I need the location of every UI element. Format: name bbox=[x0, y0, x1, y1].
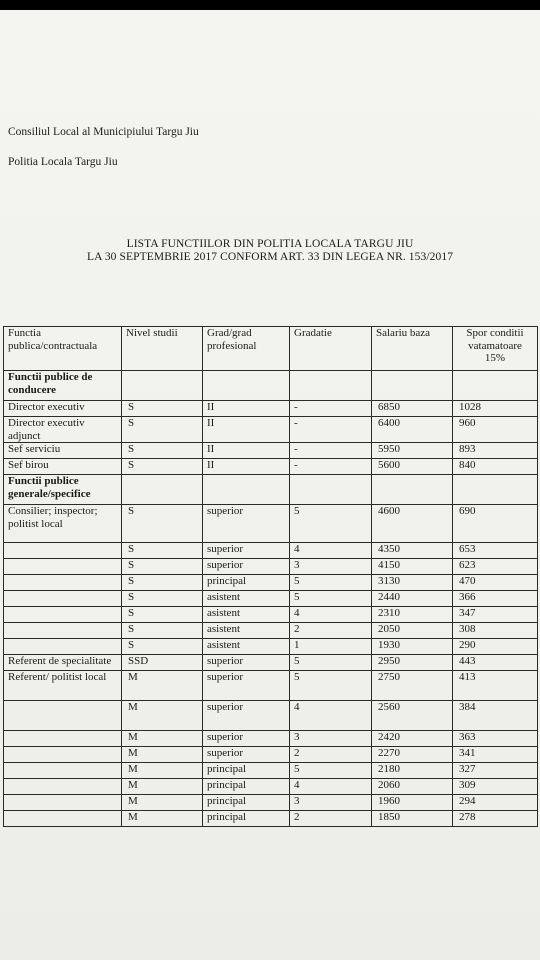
table-row bbox=[4, 701, 538, 731]
table-cell bbox=[203, 475, 290, 505]
table-cell bbox=[122, 371, 203, 401]
table-cell bbox=[4, 795, 122, 811]
table-cell: Functii publice generale/specifice bbox=[4, 475, 122, 505]
table-cell: II bbox=[203, 443, 290, 459]
column-header: Spor conditii vatamatoare 15% bbox=[453, 327, 538, 371]
table-cell: asistent bbox=[203, 639, 290, 655]
table-cell: 413 bbox=[453, 671, 538, 701]
table-row bbox=[4, 731, 538, 747]
table-cell: Consilier; inspector; politist local bbox=[4, 505, 122, 543]
table-cell: Referent de specialitate bbox=[4, 655, 122, 671]
table-cell: 4150 bbox=[372, 559, 453, 575]
table-cell: superior bbox=[203, 543, 290, 559]
table-cell: Sef serviciu bbox=[4, 443, 122, 459]
table-cell: 1960 bbox=[372, 795, 453, 811]
table-cell: 2 bbox=[290, 747, 372, 763]
table-cell: 960 bbox=[453, 417, 538, 443]
table-cell: 5 bbox=[290, 575, 372, 591]
table-cell bbox=[4, 811, 122, 827]
table-cell: - bbox=[290, 459, 372, 475]
table-row bbox=[4, 747, 538, 763]
table-cell: 6400 bbox=[372, 417, 453, 443]
table-cell: 366 bbox=[453, 591, 538, 607]
table-cell: 384 bbox=[453, 701, 538, 731]
table-cell: 2 bbox=[290, 811, 372, 827]
table-cell: superior bbox=[203, 505, 290, 543]
table-cell: S bbox=[122, 505, 203, 543]
table-cell bbox=[4, 591, 122, 607]
table-cell: 1 bbox=[290, 639, 372, 655]
table-cell: 5950 bbox=[372, 443, 453, 459]
table-cell: S bbox=[122, 639, 203, 655]
table-header-row bbox=[4, 327, 538, 371]
table-cell: 623 bbox=[453, 559, 538, 575]
table-cell: Director executiv adjunct bbox=[4, 417, 122, 443]
table-cell: 5600 bbox=[372, 459, 453, 475]
table-row bbox=[4, 575, 538, 591]
table-cell: M bbox=[122, 671, 203, 701]
table-cell: M bbox=[122, 763, 203, 779]
table-cell: 5 bbox=[290, 671, 372, 701]
table-cell bbox=[4, 559, 122, 575]
table-cell bbox=[4, 639, 122, 655]
department-name: Politia Locala Targu Jiu bbox=[8, 156, 118, 168]
table-row bbox=[4, 543, 538, 559]
table-cell: 278 bbox=[453, 811, 538, 827]
table-cell: Director executiv bbox=[4, 401, 122, 417]
table-cell: 840 bbox=[453, 459, 538, 475]
table-cell: 4 bbox=[290, 607, 372, 623]
table-cell: asistent bbox=[203, 607, 290, 623]
table-cell: M bbox=[122, 795, 203, 811]
table-cell: 2310 bbox=[372, 607, 453, 623]
table-cell: Referent/ politist local bbox=[4, 671, 122, 701]
table-cell: S bbox=[122, 401, 203, 417]
table-row bbox=[4, 401, 538, 417]
table-cell bbox=[290, 371, 372, 401]
table-cell bbox=[453, 475, 538, 505]
table-cell: 327 bbox=[453, 763, 538, 779]
table-row bbox=[4, 443, 538, 459]
column-header: Salariu baza bbox=[372, 327, 453, 371]
table-cell: 1930 bbox=[372, 639, 453, 655]
table-cell: - bbox=[290, 443, 372, 459]
table-cell: 2950 bbox=[372, 655, 453, 671]
table-cell bbox=[4, 575, 122, 591]
section-header-row bbox=[4, 475, 538, 505]
table-cell: 470 bbox=[453, 575, 538, 591]
table-row bbox=[4, 505, 538, 543]
table-cell: 690 bbox=[453, 505, 538, 543]
table-cell: 347 bbox=[453, 607, 538, 623]
table-cell: - bbox=[290, 417, 372, 443]
table-cell: M bbox=[122, 731, 203, 747]
table-row bbox=[4, 655, 538, 671]
table-cell: asistent bbox=[203, 623, 290, 639]
table-cell: superior bbox=[203, 731, 290, 747]
table-cell: principal bbox=[203, 795, 290, 811]
table-cell: - bbox=[290, 401, 372, 417]
table-cell: superior bbox=[203, 747, 290, 763]
salary-table bbox=[3, 326, 538, 827]
table-cell bbox=[4, 543, 122, 559]
table-cell: M bbox=[122, 811, 203, 827]
table-cell: principal bbox=[203, 575, 290, 591]
table-cell: S bbox=[122, 417, 203, 443]
table-cell: 2440 bbox=[372, 591, 453, 607]
table-cell: S bbox=[122, 607, 203, 623]
table-cell: 308 bbox=[453, 623, 538, 639]
document-title: LISTA FUNCTIILOR DIN POLITIA LOCALA TARGU JIU bbox=[126, 238, 414, 250]
institution-name: Consiliul Local al Municipiului Targu Jiu bbox=[8, 126, 199, 138]
table-cell: principal bbox=[203, 811, 290, 827]
table-cell: 2050 bbox=[372, 623, 453, 639]
table-cell: Sef birou bbox=[4, 459, 122, 475]
table-row bbox=[4, 779, 538, 795]
table-row bbox=[4, 795, 538, 811]
table-cell bbox=[4, 623, 122, 639]
table-cell bbox=[203, 371, 290, 401]
table-cell: 3130 bbox=[372, 575, 453, 591]
table-cell: 4 bbox=[290, 543, 372, 559]
table-cell bbox=[290, 475, 372, 505]
table-cell: asistent bbox=[203, 591, 290, 607]
table-row bbox=[4, 459, 538, 475]
table-row bbox=[4, 623, 538, 639]
table-cell bbox=[453, 371, 538, 401]
table-row bbox=[4, 591, 538, 607]
column-header: Functia publica/contractuala bbox=[4, 327, 122, 371]
table-cell: S bbox=[122, 459, 203, 475]
table-cell: principal bbox=[203, 779, 290, 795]
table-cell bbox=[4, 779, 122, 795]
table-cell: 5 bbox=[290, 655, 372, 671]
table-cell: II bbox=[203, 417, 290, 443]
table-row bbox=[4, 417, 538, 443]
table-cell: II bbox=[203, 401, 290, 417]
table-cell: 5 bbox=[290, 763, 372, 779]
table-cell: S bbox=[122, 443, 203, 459]
table-cell: S bbox=[122, 575, 203, 591]
table-cell bbox=[4, 607, 122, 623]
table-cell: 5 bbox=[290, 505, 372, 543]
table-cell: 6850 bbox=[372, 401, 453, 417]
table-cell: 4350 bbox=[372, 543, 453, 559]
document-page bbox=[0, 10, 540, 960]
table-cell: 3 bbox=[290, 731, 372, 747]
column-header: Gradatie bbox=[290, 327, 372, 371]
table-cell: principal bbox=[203, 763, 290, 779]
table-row bbox=[4, 607, 538, 623]
table-cell: 443 bbox=[453, 655, 538, 671]
table-cell: 2 bbox=[290, 623, 372, 639]
table-cell: M bbox=[122, 701, 203, 731]
table-cell bbox=[4, 731, 122, 747]
table-cell: 2750 bbox=[372, 671, 453, 701]
table-cell: 3 bbox=[290, 795, 372, 811]
table-cell bbox=[122, 475, 203, 505]
table-cell bbox=[372, 371, 453, 401]
table-cell: S bbox=[122, 623, 203, 639]
table-cell: 341 bbox=[453, 747, 538, 763]
table-cell: 294 bbox=[453, 795, 538, 811]
table-cell: 2420 bbox=[372, 731, 453, 747]
table-cell: 893 bbox=[453, 443, 538, 459]
table-cell: M bbox=[122, 779, 203, 795]
table-cell: superior bbox=[203, 671, 290, 701]
table-cell: S bbox=[122, 543, 203, 559]
table-cell bbox=[372, 475, 453, 505]
table-cell: 2560 bbox=[372, 701, 453, 731]
table-row bbox=[4, 559, 538, 575]
document-subtitle: LA 30 SEPTEMBRIE 2017 CONFORM ART. 33 DIN LEGEA NR. 153/2017 bbox=[86, 251, 454, 263]
table-cell: 4 bbox=[290, 701, 372, 731]
table-cell: 309 bbox=[453, 779, 538, 795]
table-cell: 290 bbox=[453, 639, 538, 655]
table-row bbox=[4, 763, 538, 779]
table-cell: 363 bbox=[453, 731, 538, 747]
table-cell bbox=[4, 747, 122, 763]
column-header: Grad/grad profesional bbox=[203, 327, 290, 371]
table-row bbox=[4, 811, 538, 827]
table-cell: 5 bbox=[290, 591, 372, 607]
table-cell: 1028 bbox=[453, 401, 538, 417]
table-cell bbox=[4, 701, 122, 731]
table-cell: M bbox=[122, 747, 203, 763]
table-row bbox=[4, 671, 538, 701]
table-cell: superior bbox=[203, 655, 290, 671]
table-cell: 4 bbox=[290, 779, 372, 795]
table-cell: S bbox=[122, 591, 203, 607]
table-cell: 2180 bbox=[372, 763, 453, 779]
table-cell: superior bbox=[203, 701, 290, 731]
table-cell: II bbox=[203, 459, 290, 475]
table-cell: 4600 bbox=[372, 505, 453, 543]
table-cell: 2060 bbox=[372, 779, 453, 795]
column-header: Nivel studii bbox=[122, 327, 203, 371]
table-cell: 1850 bbox=[372, 811, 453, 827]
table-cell: Functii publice de conducere bbox=[4, 371, 122, 401]
table-row bbox=[4, 639, 538, 655]
table-cell: superior bbox=[203, 559, 290, 575]
section-header-row bbox=[4, 371, 538, 401]
table-cell: SSD bbox=[122, 655, 203, 671]
table-cell bbox=[4, 763, 122, 779]
table-cell: 3 bbox=[290, 559, 372, 575]
table-cell: 2270 bbox=[372, 747, 453, 763]
table-cell: S bbox=[122, 559, 203, 575]
table-cell: 653 bbox=[453, 543, 538, 559]
